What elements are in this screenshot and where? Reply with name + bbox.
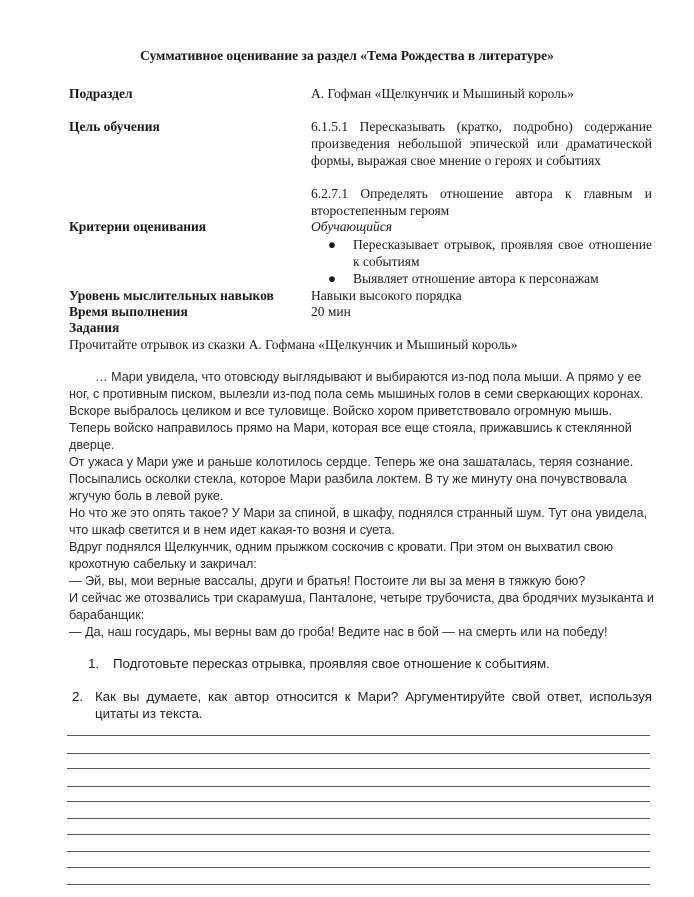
question-number: 1. bbox=[88, 656, 100, 671]
criteria-item-text: Пересказывает отрывок, проявляя свое отношение к событиям bbox=[353, 237, 652, 269]
subsection-value: А. Гофман «Щелкунчик и Мышиный король» bbox=[311, 86, 574, 101]
question-number: 2. bbox=[72, 689, 84, 704]
goal-2: 6.2.7.1 Определять отношение автора к главным и второстепенным героям bbox=[311, 186, 652, 218]
goal-1: 6.1.5.1 Пересказывать (кратко, подробно) содержание произведения небольшой эпической или драматической формы, выражая свое мнение о героях и событиях bbox=[311, 119, 652, 168]
passage bbox=[69, 369, 654, 641]
answer-line bbox=[67, 818, 650, 819]
passage-paragraph: … Мари увидела, что отовсюду выглядывают и выбираются из-под пола мыши. А прямо у ее ног, с противным писком, вылезли из-под пола семь мышиных голов в семи сверкающих коронах. Вскоре выбралось целиком и все туловище. Войско хором приветствовало огромную мышь. Теперь войско направилось прямо на Мари, которая все еще стояла, прижавшись к стеклянной дверце. bbox=[69, 370, 644, 452]
passage-paragraph: — Эй, вы, мои верные вассалы, други и братья! Постоите ли вы за меня в тяжкую бою? bbox=[69, 574, 586, 588]
answer-line bbox=[67, 834, 650, 835]
page-title: Суммативное оценивание за раздел «Тема Рождества в литературе» bbox=[140, 48, 554, 63]
criteria-item bbox=[311, 236, 652, 270]
bullet-icon: ● bbox=[327, 237, 337, 252]
question-text: Как вы думаете, как автор относится к Мари? Аргументируйте свой ответ, используя цитаты из текста. bbox=[95, 689, 652, 721]
bullet-icon: ● bbox=[327, 271, 337, 286]
answer-line bbox=[67, 768, 650, 769]
answer-line bbox=[67, 786, 650, 787]
instruction: Прочитайте отрывок из сказки А. Гофмана «Щелкунчик и Мышиный король» bbox=[69, 337, 518, 352]
passage-paragraph: — Да, наш государь, мы верны вам до гроба! Ведите нас в бой — на смерть или на победу! bbox=[69, 625, 608, 639]
answer-line bbox=[67, 753, 650, 754]
criteria-item-text: Выявляет отношение автора к персонажам bbox=[353, 271, 599, 286]
answer-line bbox=[67, 735, 650, 736]
tasks-label: Задания bbox=[69, 320, 120, 335]
passage-paragraph: И сейчас же отозвались три скарамуша, Панталоне, четыре трубочиста, два бродячих музыканта и барабанщик: bbox=[69, 591, 654, 622]
passage-paragraph: Вдруг поднялся Щелкунчик, одним прыжком соскочив с кровати. При этом он выхватил свою крохотную сабельку и закричал: bbox=[69, 540, 614, 571]
time-value: 20 мин bbox=[311, 304, 351, 319]
criteria-intro: Обучающийся bbox=[311, 219, 393, 234]
criteria-label: Критерии оценивания bbox=[69, 219, 207, 234]
time-label: Время выполнения bbox=[69, 304, 188, 319]
passage-paragraph: От ужаса у Мари уже и раньше колотилось сердце. Теперь же она зашаталась, теряя сознание. Посыпались осколки стекла, которое Мари разбила локтем. В ту же минуту она почувствовала жгучую боль в левой руке. bbox=[69, 455, 634, 503]
criteria-item bbox=[311, 270, 652, 287]
goal-label: Цель обучения bbox=[69, 119, 160, 134]
thinking-value: Навыки высокого порядка bbox=[311, 288, 462, 303]
question-text: Подготовьте пересказ отрывка, проявляя свое отношение к событиям. bbox=[113, 656, 550, 671]
thinking-label: Уровень мыслительных навыков bbox=[69, 288, 274, 303]
answer-line bbox=[67, 867, 650, 868]
subsection-label: Подраздел bbox=[69, 86, 133, 101]
answer-line bbox=[67, 884, 650, 885]
passage-paragraph: Но что же это опять такое? У Мари за спиной, в шкафу, поднялся странный шум. Тут она увидела, что шкаф светится и в нем идет какая-то возня и суета. bbox=[69, 506, 648, 537]
answer-line bbox=[67, 851, 650, 852]
answer-line bbox=[67, 801, 650, 802]
